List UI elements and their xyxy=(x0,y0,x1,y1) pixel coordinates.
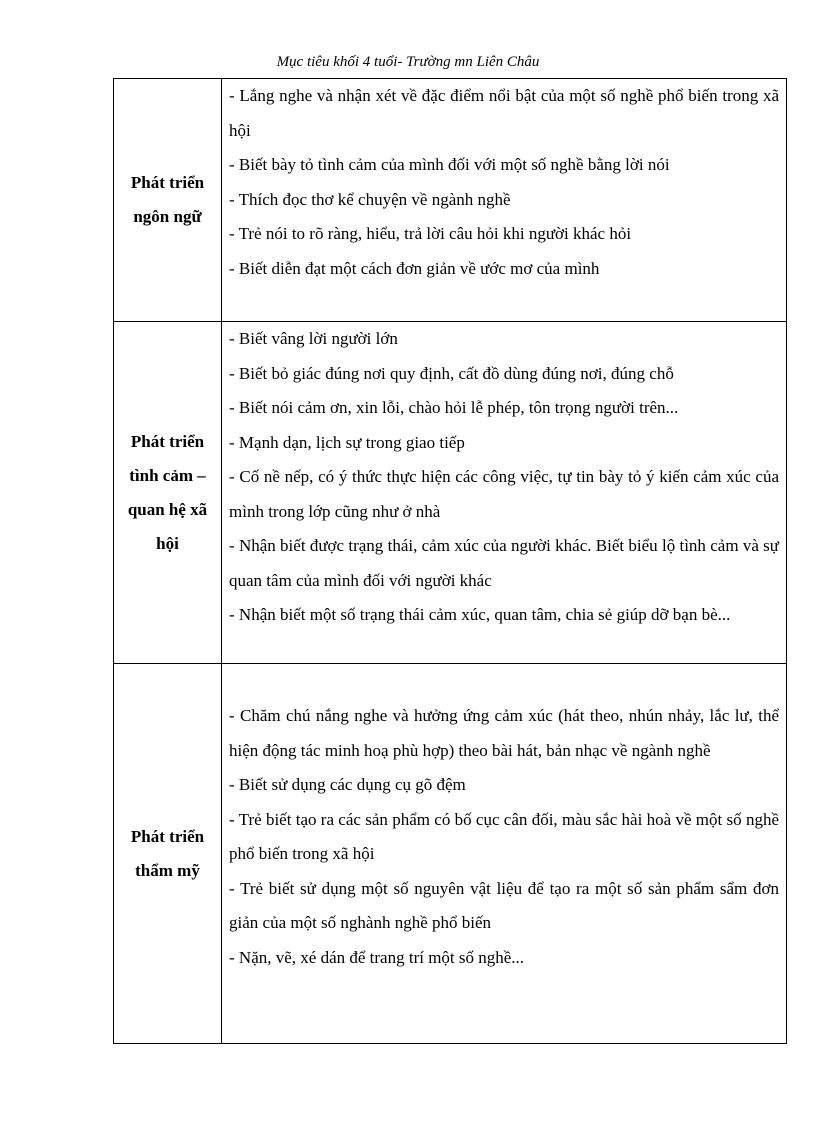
area-cell xyxy=(114,79,222,322)
list-item: - Trẻ nói to rõ ràng, hiểu, trả lời câu hỏi khi người khác hỏi xyxy=(229,224,632,243)
area-label-line: Phát triển xyxy=(130,431,205,451)
list-item: - Thích đọc thơ kể chuyện về ngành nghề xyxy=(229,189,511,209)
list-item: - Biết bày tỏ tình cảm của mình đối với một số nghề bằng lời nói xyxy=(229,155,670,174)
area-label-line: Phát triển xyxy=(130,173,205,192)
page-header: Mục tiêu khối 4 tuổi- Trường mn Liên Châu xyxy=(276,54,540,70)
table-row xyxy=(114,322,787,664)
list-item: - Lắng nghe và nhận xét về đặc điểm nổi bật của một số nghề phổ biến trong xã hội xyxy=(229,86,779,140)
area-label-line: ngôn ngữ xyxy=(133,207,202,226)
list-item: - Biết sử dụng các dụng cụ gõ đệm xyxy=(229,775,466,794)
area-cell xyxy=(114,664,222,1044)
goals-table xyxy=(113,78,787,1044)
list-item: - Cố nề nếp, có ý thức thực hiện các công việc, tự tin bày tỏ ý kiến cảm xúc của mình trong lớp cũng như ở nhà xyxy=(229,467,779,521)
content-cell xyxy=(222,79,787,322)
list-item: - Trẻ biết sử dụng một số nguyên vật liệu để tạo ra một số sản phẩm sẩm đơn giản của một số nghành nghề phổ biến xyxy=(229,878,779,932)
list-item: - Nặn, vẽ, xé dán để trang trí một số nghề... xyxy=(229,947,525,967)
table-row xyxy=(114,79,787,322)
content-cell xyxy=(222,664,787,1044)
area-label-line: thẩm mỹ xyxy=(135,860,200,880)
area-label-line: quan hệ xã xyxy=(127,499,208,519)
list-item: - Biết vâng lời người lớn xyxy=(229,329,398,348)
list-item: - Trẻ biết tạo ra các sản phẩm có bố cục cân đối, màu sắc hài hoà về một số nghề phổ biến trong xã hội xyxy=(229,809,779,863)
table-row xyxy=(114,664,787,1044)
area-label-line: tình cảm – xyxy=(129,465,206,485)
content-cell xyxy=(222,322,787,664)
area-cell xyxy=(114,322,222,664)
list-item: - Nhận biết một số trạng thái cảm xúc, quan tâm, chia sẻ giúp dỡ bạn bè... xyxy=(229,605,731,624)
list-item: - Mạnh dạn, lịch sự trong giao tiếp xyxy=(229,432,465,452)
list-item: - Biết diễn đạt một cách đơn giản về ước mơ của mình xyxy=(229,258,600,278)
list-item: - Biết bỏ giác đúng nơi quy định, cất đồ dùng đúng nơi, đúng chỗ xyxy=(229,363,674,383)
list-item: - Biết nói cảm ơn, xin lỗi, chào hỏi lễ phép, tôn trọng người trên... xyxy=(229,398,679,417)
list-item: - Chăm chú nắng nghe và hưởng ứng cảm xúc (hát theo, nhún nhảy, lắc lư, thể hiện động tác minh hoạ phù hợp) theo bài hát, bản nhạc về ngành nghề xyxy=(229,706,779,760)
list-item: - Nhận biết được trạng thái, cảm xúc của người khác. Biết biểu lộ tình cảm và sự quan tâm của mình đối với người khác xyxy=(229,536,779,590)
area-label-line: hội xyxy=(156,533,179,553)
area-label-line: Phát triển xyxy=(130,826,205,846)
